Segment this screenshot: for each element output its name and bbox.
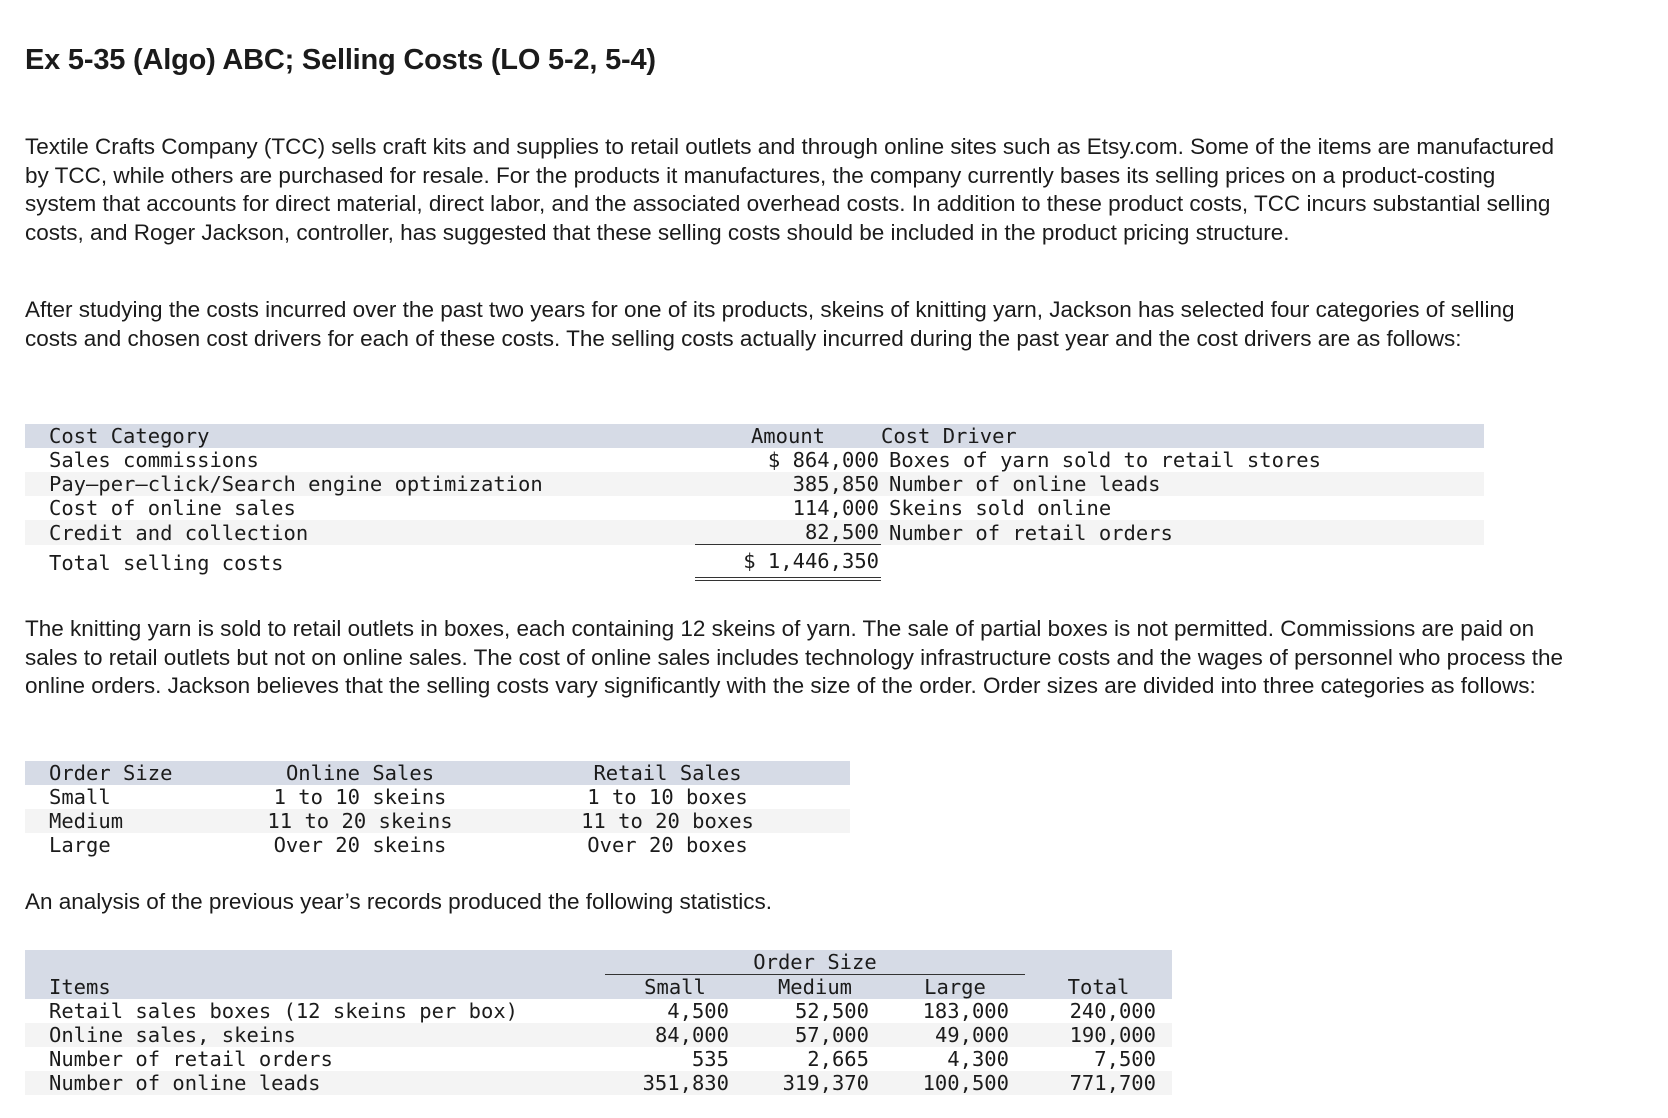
col-header-items: Items xyxy=(25,975,605,1000)
table-row xyxy=(25,833,850,857)
retail-sales-cell: Over 20 boxes xyxy=(587,833,748,857)
cost-driver-cell: Boxes of yarn sold to retail stores xyxy=(889,448,1321,472)
table-row xyxy=(25,472,1484,496)
table-header-row xyxy=(25,424,1484,448)
online-sales-cell: 11 to 20 skeins xyxy=(235,809,485,833)
table-row xyxy=(25,1023,1172,1047)
table-row xyxy=(25,809,850,833)
large-cell: 4,300 xyxy=(947,1047,1009,1071)
table-header-row xyxy=(25,761,850,785)
online-sales-cell: 1 to 10 skeins xyxy=(273,785,447,809)
col-header-retail-sales: Retail Sales xyxy=(485,761,850,785)
col-header-order-size: Order Size xyxy=(25,761,235,785)
total-cell: 771,700 xyxy=(1025,1071,1172,1095)
selling-costs-table xyxy=(25,424,1484,581)
small-cell: 84,000 xyxy=(605,1023,745,1047)
col-header-online-sales: Online Sales xyxy=(235,761,485,785)
medium-cell: 319,370 xyxy=(745,1071,885,1095)
col-header-cost-category: Cost Category xyxy=(25,424,695,448)
order-size-cell: Small xyxy=(49,785,111,809)
amount-cell: 385,850 xyxy=(695,472,881,496)
table-row xyxy=(25,999,1172,1023)
medium-cell: 57,000 xyxy=(745,1023,885,1047)
item-cell: Number of retail orders xyxy=(49,1047,333,1071)
order-size-cell: Large xyxy=(49,833,111,857)
cost-category-cell: Credit and collection xyxy=(25,520,695,545)
total-cell: 190,000 xyxy=(1025,1023,1172,1047)
small-cell: 4,500 xyxy=(667,999,729,1023)
item-cell: Online sales, skeins xyxy=(25,1023,605,1047)
table-row xyxy=(25,448,1484,472)
medium-cell: 2,665 xyxy=(807,1047,869,1071)
col-header-cost-driver: Cost Driver xyxy=(881,424,1484,448)
cost-driver-cell: Skeins sold online xyxy=(889,496,1112,520)
total-cell: 7,500 xyxy=(1094,1047,1156,1071)
table-header-row xyxy=(25,975,1172,1000)
retail-sales-cell: 1 to 10 boxes xyxy=(587,785,748,809)
table-row xyxy=(25,1047,1172,1071)
table-total-row xyxy=(25,545,1484,580)
item-cell: Retail sales boxes (12 skeins per box) xyxy=(49,999,518,1023)
amount-cell: 114,000 xyxy=(792,496,879,520)
table-row xyxy=(25,1071,1172,1095)
order-size-paragraph: The knitting yarn is sold to retail outlets in boxes, each containing 12 skeins of yarn. The sale of partial boxes is not permitted. Commissions are paid on sales to retail outlets but not on online sales. The cost of online sales includes technology infrastructure costs and the wages of personnel who process the online orders. Jackson believes that the selling costs vary significantly with the size of the order. Order sizes are divided into three categories as follows: xyxy=(25,616,1563,698)
small-cell: 351,830 xyxy=(605,1071,745,1095)
cost-category-cell: Pay–per–click/Search engine optimization xyxy=(25,472,695,496)
online-sales-cell: Over 20 skeins xyxy=(273,833,447,857)
table-row xyxy=(25,496,1484,520)
cost-driver-cell: Number of online leads xyxy=(881,472,1484,496)
medium-cell: 52,500 xyxy=(794,999,869,1023)
intro-paragraph: Textile Crafts Company (TCC) sells craft kits and supplies to retail outlets and through online sites such as Etsy.com. Some of the items are manufactured by TCC, while others are purchased for resale. For the products it manufactures, the company currently bases its selling prices on a product-costing system that accounts for direct material, direct labor, and the associated overhead costs. In addition to these product costs, TCC incurs substantial selling costs, and Roger Jackson, controller, has suggested that these selling costs should be included in the product pricing structure. xyxy=(25,134,1555,245)
col-header-total: Total xyxy=(1025,975,1172,1000)
page-title: Ex 5-35 (Algo) ABC; Selling Costs (LO 5-2, 5-4) xyxy=(25,44,656,76)
table-row xyxy=(25,785,850,809)
total-cell: 240,000 xyxy=(1069,999,1156,1023)
cost-category-cell: Cost of online sales xyxy=(49,496,296,520)
col-header-large: Large xyxy=(885,975,1025,1000)
total-label: Total selling costs xyxy=(49,551,284,575)
cost-drivers-paragraph: After studying the costs incurred over the past two years for one of its products, skeins of knitting yarn, Jackson has selected four categories of selling costs and chosen cost drivers for each of these costs. The selling costs actually incurred during the past year and the cost drivers are as follows: xyxy=(25,297,1515,351)
item-cell: Number of online leads xyxy=(25,1071,605,1095)
cost-category-cell: Sales commissions xyxy=(49,448,259,472)
col-group-header-order-size: Order Size xyxy=(605,950,1025,975)
order-size-table xyxy=(25,761,850,857)
amount-cell: $ 864,000 xyxy=(767,448,879,472)
retail-sales-cell: 11 to 20 boxes xyxy=(485,809,850,833)
statistics-paragraph: An analysis of the previous year’s records produced the following statistics. xyxy=(25,889,773,914)
large-cell: 183,000 xyxy=(922,999,1009,1023)
col-header-medium: Medium xyxy=(745,975,885,1000)
table-row xyxy=(25,520,1484,545)
small-cell: 535 xyxy=(691,1047,729,1071)
large-cell: 100,500 xyxy=(885,1071,1025,1095)
table-group-header-row xyxy=(25,950,1172,975)
amount-cell: 82,500 xyxy=(695,520,881,545)
order-statistics-table xyxy=(25,950,1172,1095)
large-cell: 49,000 xyxy=(885,1023,1025,1047)
total-amount: $ 1,446,350 xyxy=(695,545,881,580)
col-header-small: Small xyxy=(605,975,745,1000)
col-header-amount: Amount xyxy=(695,424,881,448)
order-size-cell: Medium xyxy=(25,809,235,833)
cost-driver-cell: Number of retail orders xyxy=(881,520,1484,545)
